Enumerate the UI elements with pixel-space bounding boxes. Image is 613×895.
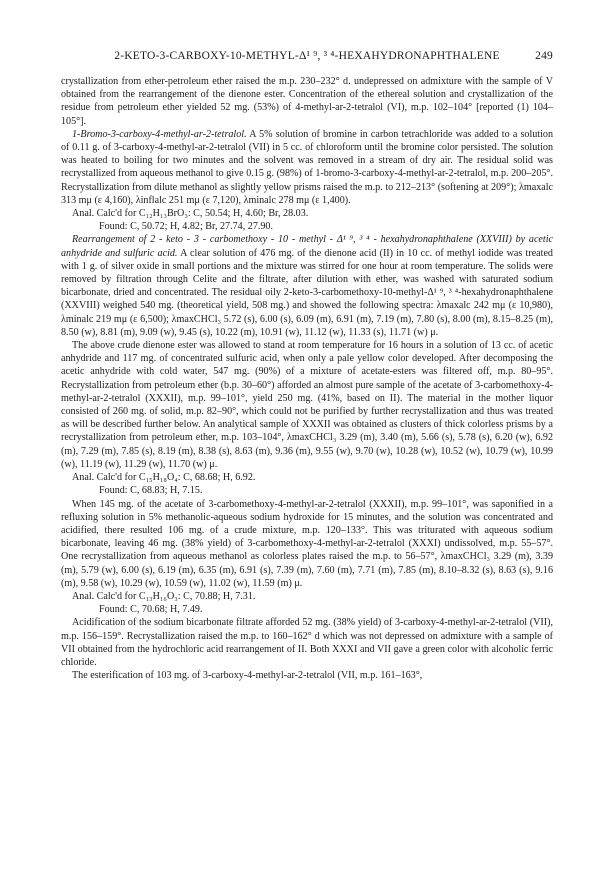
running-header (61, 50, 553, 62)
paragraph-11 (61, 616, 553, 669)
paragraph-text: A clear solution of 476 mg. of the dienone acid (II) in 10 cc. of methyl iodide was treated with 1 g. of silver oxide in small portions and the mixture was stirred for one hour at room temperature. The solids were removed by filtration through Celite and the filtrate, after dilution with ether, was washed with saturated sodium bicarbonate, dried and concentrated. The residual oily 2-keto-3-carbomethoxy-10-methyl-Δ¹ ⁹, ³ ⁴-hexahydronaphthalene (XXVIII) weighed 540 mg. (theoretical yield, 508 mg.) and showed the following spectra: λmaxalc 242 mμ (ε 10,980), λminalc 219 mμ (ε 6,500); λmaxCHCl₃ 5.72 (s), 6.00 (s), 6.09 (m), 6.91 (m), 7.19 (m), 7.80 (s), 8.00 (m), 8.15–8.25 (m), 8.50 (w), 8.81 (m), 9.09 (w), 9.45 (s), 10.22 (m), 10.91 (w), 11.12 (w), 11.33 (s), 11.71 (w) μ. (61, 247, 553, 338)
paragraph-text: When 145 mg. of the acetate of 3-carbomethoxy-4-methyl-ar-2-tetralol (XXXII), m.p. 99–101°, was saponified in a refluxing solution in 5% methanolic-aqueous sodium hydroxide for 15 minutes, and the solution was concentrated and acidified, there resulted 106 mg. of a crude mixture, m.p. 120–133°. This was triturated with aqueous sodium bicarbonate, leaving 46 mg. (38% yield) of 3-carbomethoxy-4-methyl-ar-2-tetralol (XXXI) undissolved, m.p. 55–57°. One recrystallization from aqueous methanol as colorless plates raised the m.p. to 56–57°, λmaxCHCl₃ 3.29 (m), 3.39 (m), 5.79 (w), 6.00 (s), 6.19 (m), 6.35 (m), 6.91 (s), 7.39 (m), 7.60 (m), 7.71 (m), 7.85 (m), 8.10–8.32 (s), 8.63 (s), 9.16 (m), 9.58 (w), 10.29 (w), 10.59 (w), 11.02 (w), 11.59 (m) μ. (61, 498, 553, 589)
paragraph-1 (61, 128, 553, 207)
paragraph-text: crystallization from ether-petroleum ether raised the m.p. 230–232° d. undepressed on admixture with the sample of V obtained from the rearrangement of the dienone ester. Concentration of the ethereal solution and crystallization of the residue from petroleum ether yielded 52 mg. (53%) of 4-methyl-ar-2-tetralol (VI), m.p. 102–104° [reported (1) 104–105°]. (61, 76, 553, 127)
paragraph-text: A 5% solution of bromine in carbon tetrachloride was added to a solution of 0.11 g. of 3-carboxy-4-methyl-ar-2-tetralol (VII) in 5 cc. of chloroform until the bromine color persisted. The solution was heated to boiling for two minutes and the solvent was removed in a stream of dry air. The residual solid was recrystallized from aqueous methanol to give 0.15 g. (98%) of 1-bromo-3-carboxy-4-methyl-ar-2-tetralol, m.p. 200–205°. Recrystallization from dilute methanol as slightly yellow prisms raised the m.p. to 212–213° (softening at 209°); λmaxalc 313 mμ (ε 4,160), λinflalc 251 mμ (ε 7,120), λminalc 278 mμ (ε 1,400). (61, 128, 553, 206)
paragraph-3 (61, 220, 553, 233)
paragraph-8 (61, 498, 553, 590)
paragraph-7 (61, 484, 553, 497)
paragraph-heading: Rearrangement of 2 - keto - 3 - carbomethoxy - 10 - methyl - Δ¹ ⁹, ³ ⁴ - hexahydronaphthalene (XXVIII) by acetic anhydride and sulfuric acid. (61, 234, 553, 259)
paragraph-heading: 1-Bromo-3-carboxy-4-methyl-ar-2-tetralol. (72, 128, 247, 140)
paragraph-text: Acidification of the sodium bicarbonate filtrate afforded 52 mg. (38% yield) of 3-carboxy-4-methyl-ar-2-tetralol (VII), m.p. 156–159°. Recrystallization raised the m.p. to 160–162° d which was not depressed on admixture with a sample of VII obtained from the hydrochloric acid rearrangement of II. Both XXXI and VII gave a green color with alcoholic ferric chloride. (61, 617, 553, 668)
paragraph-9 (61, 590, 553, 603)
paragraph-text: Anal. Calc'd for C₁₂H₁₃BrO₃: C, 50.54; H, 4.60; Br, 28.03. (72, 208, 309, 220)
paragraph-10 (61, 603, 553, 616)
paragraph-text: The above crude dienone ester was allowed to stand at room temperature for 16 hours in a solution of 13 cc. of acetic anhydride and 117 mg. of concentrated sulfuric acid, when only a pale yellow color developed. After decomposing the acetic anhydride with cold water, 547 mg. (90%) of a mixture of acetate-esters was filtered off, m.p. 80–95°. Recrystallization from petroleum ether (b.p. 30–60°) afforded an almost pure sample of the acetate of 3-carbomethoxy-4-methyl-ar-2-tetralol (XXXII), m.p. 99–101°, yield 250 mg. (41%, based on II). The material in the mother liquor consisted of 260 mg. of solid, m.p. 82–90°, which could not be purified by further recrystallization and thus was treated as will be described further below. An analytical sample of XXXII was obtained as clusters of thick colorless prisms by a recrystallization from petroleum ether, m.p. 103–104°, λmaxCHCl₃ 3.29 (m), 3.40 (m), 5.66 (s), 5.78 (s), 6.20 (w), 6.92 (m), 7.29 (m), 7.85 (s), 8.19 (m), 8.38 (s), 8.63 (m), 9.36 (m), 9.55 (w), 9.70 (w), 10.28 (w), 10.52 (w), 10.79 (w), 10.99 (w), 11.19 (w), 11.29 (w), 11.70 (w) μ. (61, 340, 553, 470)
paragraph-text: Found: C, 50.72; H, 4.82; Br, 27.74, 27.90. (99, 221, 274, 233)
paragraph-12 (61, 669, 553, 682)
article-body (61, 75, 553, 682)
paragraph-text: The esterification of 103 mg. of 3-carboxy-4-methyl-ar-2-tetralol (VII, m.p. 161–163°, (72, 670, 423, 682)
running-title: 2-KETO-3-CARBOXY-10-METHYL-Δ¹ ⁹, ³ ⁴-HEXAHYDRONAPHTHALENE (114, 50, 500, 62)
paragraph-text: Found: C, 68.83; H, 7.15. (99, 485, 203, 497)
paragraph-text: Found: C, 70.68; H, 7.49. (99, 604, 203, 616)
paragraph-text: Anal. Calc'd for C₁₃H₁₆O₃: C, 70.88; H, 7.31. (72, 590, 256, 602)
paragraph-0 (61, 75, 553, 128)
paragraph-5 (61, 339, 553, 471)
page-number: 249 (535, 50, 553, 62)
paragraph-6 (61, 471, 553, 484)
paragraph-4 (61, 233, 553, 339)
paragraph-2 (61, 207, 553, 220)
paragraph-text: Anal. Calc'd for C₁₅H₁₈O₄: C, 68.68; H, 6.92. (72, 472, 256, 484)
